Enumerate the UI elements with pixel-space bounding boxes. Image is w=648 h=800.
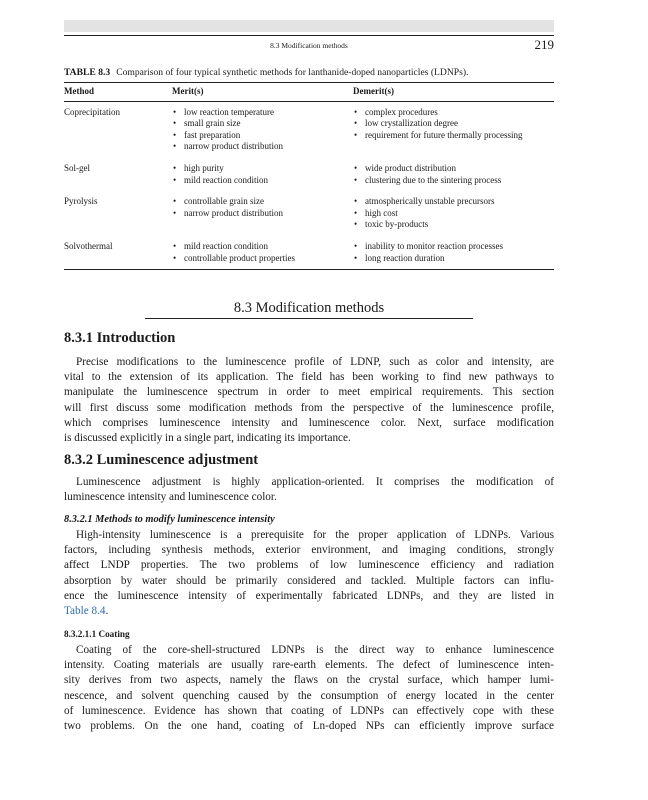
merit-item: • high purity bbox=[172, 163, 353, 175]
method-cell: Solvothermal bbox=[64, 235, 172, 270]
text-line: intensity. Coating materials are usually rare-earth elements. The defect of luminescence inten- bbox=[64, 659, 554, 672]
column-header-merits: Merit(s) bbox=[172, 83, 353, 102]
table-label: TABLE 8.3 bbox=[64, 67, 111, 78]
merits-cell bbox=[172, 190, 353, 235]
text-line: which comprises luminescence intensity and luminescence color. Next, surface modification bbox=[64, 416, 554, 429]
text-line: vital to the extension of its application. The field has been working to find new pathways to bbox=[64, 371, 554, 384]
text-line: High-intensity luminescence is a prerequisite for the proper application of LDNPs. Various bbox=[76, 529, 554, 541]
heading-introduction: 8.3.1 Introduction bbox=[64, 330, 176, 346]
demerit-item: • wide product distribution bbox=[353, 163, 554, 175]
table-caption-text: Comparison of four typical synthetic methods for lanthanide-doped nanoparticles (LDNPs). bbox=[116, 67, 469, 78]
table-row bbox=[64, 157, 554, 190]
merits-cell bbox=[172, 157, 353, 190]
header-rule bbox=[64, 35, 554, 36]
table-row bbox=[64, 101, 554, 157]
text-line: Coating of the core-shell-structured LDNPs is the direct way to enhance luminescence bbox=[76, 644, 554, 656]
merit-item: • mild reaction condition bbox=[172, 175, 353, 187]
section-title: 8.3 Modification methods bbox=[233, 300, 385, 316]
table-row bbox=[64, 235, 554, 270]
table-caption bbox=[64, 67, 468, 78]
methods-table-wrap bbox=[64, 82, 554, 270]
demerits-cell bbox=[353, 157, 554, 190]
text-line: absorption by water should be primarily considered and tackled. Multiple factors can influ- bbox=[64, 574, 554, 587]
text-line: Luminescence adjustment is highly application-oriented. It comprises the modification of bbox=[76, 476, 554, 488]
text-line: nescence, and solvent quenching caused by the consumption of energy located in the center bbox=[64, 689, 554, 702]
text-line: factors, including synthesis methods, exterior environment, and imaging conditions, strongly bbox=[64, 544, 554, 557]
text-line: two problems. On the one hand, coating of Ln-doped NPs can efficiently improve surface bbox=[64, 720, 554, 733]
merit-item: • mild reaction condition bbox=[172, 241, 353, 253]
demerits-cell bbox=[353, 190, 554, 235]
demerit-item: • low crystallization degree bbox=[353, 118, 554, 130]
demerit-item: • requirement for future thermally processing bbox=[353, 130, 554, 142]
merits-cell bbox=[172, 235, 353, 270]
table-header-row bbox=[64, 83, 554, 102]
paragraph-introduction bbox=[64, 355, 554, 446]
column-header-demerits: Demerit(s) bbox=[353, 83, 554, 102]
demerits-cell bbox=[353, 235, 554, 270]
merit-item: • controllable product properties bbox=[172, 253, 353, 265]
demerit-item: • atmospherically unstable precursors bbox=[353, 196, 554, 208]
text-line: affect LNDP properties. The two problems of low luminescence efficiency and radiation bbox=[64, 559, 554, 572]
text-line: will first discuss some modification methods from the perspective of the luminescence profile, bbox=[64, 401, 554, 414]
table-row bbox=[64, 190, 554, 235]
text-fragment: . bbox=[105, 605, 109, 618]
text-line: Precise modifications to the luminescence profile of LDNP, such as color and intensity, are bbox=[76, 356, 554, 368]
merits-cell bbox=[172, 101, 353, 157]
text-line: sity derives from two aspects, namely the flaws on the crystal surface, which hamper lumi- bbox=[64, 674, 554, 687]
heading-coating: 8.3.2.1.1 Coating bbox=[64, 629, 130, 639]
paragraph-coating bbox=[64, 643, 554, 734]
table-8-4-link[interactable]: Table 8.4 bbox=[64, 605, 106, 618]
merit-item: • controllable grain size bbox=[172, 196, 353, 208]
method-cell: Pyrolysis bbox=[64, 196, 98, 207]
text-line: of luminescence. Evidence has shown that coating of LDNPs can effectively cope with these bbox=[64, 704, 554, 717]
merit-item: • fast preparation bbox=[172, 130, 353, 142]
heading-luminescence-adjustment: 8.3.2 Luminescence adjustment bbox=[64, 452, 259, 468]
heading-modify-intensity: 8.3.2.1 Methods to modify luminescence intensity bbox=[64, 514, 275, 525]
methods-table bbox=[64, 82, 554, 270]
text-line: manipulate the luminescence spectrum in order to meet empirical requirements. This section bbox=[64, 386, 554, 399]
text-line: ence the luminescence intensity of experimentally fabricated LDNPs, and they are listed in bbox=[64, 589, 554, 602]
paragraph-luminescence-adjustment bbox=[64, 475, 554, 505]
demerit-item: • high cost bbox=[353, 208, 554, 220]
paragraph-modify-intensity bbox=[64, 528, 554, 619]
running-title: 8.3 Modification methods bbox=[270, 41, 348, 50]
demerits-cell bbox=[353, 101, 554, 157]
demerit-item: • inability to monitor reaction processes bbox=[353, 241, 554, 253]
demerit-item: • clustering due to the sintering process bbox=[353, 175, 554, 187]
text-line: luminescence intensity and luminescence color. bbox=[64, 491, 277, 504]
text-line: is discussed explicitly in a single part, indicating its importance. bbox=[64, 432, 351, 445]
merit-item: • narrow product distribution bbox=[172, 141, 353, 153]
merit-item: • low reaction temperature bbox=[172, 107, 353, 119]
method-cell: Sol-gel bbox=[64, 162, 90, 173]
demerit-item: • long reaction duration bbox=[353, 253, 554, 265]
text-line bbox=[64, 604, 554, 619]
merit-item: • narrow product distribution bbox=[172, 208, 353, 220]
page-number: 219 bbox=[534, 37, 554, 52]
section-rule bbox=[145, 318, 473, 319]
demerit-item: • complex procedures bbox=[353, 107, 554, 119]
column-header-method: Method bbox=[64, 83, 172, 102]
merit-item: • small grain size bbox=[172, 118, 353, 130]
method-cell: Coprecipitation bbox=[64, 106, 120, 117]
header-bar bbox=[64, 20, 554, 32]
demerit-item: • toxic by-products bbox=[353, 219, 554, 231]
